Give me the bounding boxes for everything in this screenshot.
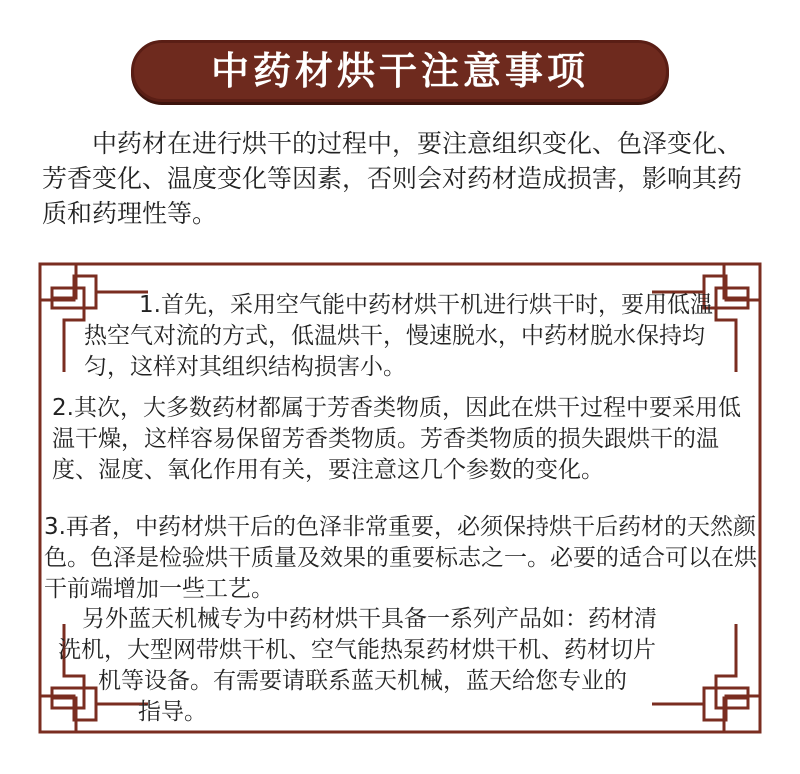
point-2: 2.其次，大多数药材都属于芳香类物质，因此在烘干过程中要采用低温干燥，这样容易保留芳香类物质。芳香类物质的损失跟烘干的温度、湿度、氧化作用有关，要注意这几个参数的变化。	[52, 395, 741, 483]
title-banner	[131, 40, 669, 102]
closing-note-line: 指导。	[138, 699, 207, 725]
closing-note-line: 洗机，大型网带烘干机、空气能热泵药材烘干机、药材切片	[58, 637, 656, 663]
closing-note-line: 另外蓝天机械专为中药材烘干具备一系列产品如：药材清	[82, 606, 657, 632]
intro-paragraph: 中药材在进行烘干的过程中，要注意组织变化、色泽变化、芳香变化、温度变化等因素，否则会对药材造成损害，影响其药质和药理性等。	[42, 129, 743, 228]
point-3: 3.再者，中药材烘干后的色泽非常重要，必须保持烘干后药材的天然颜色。色泽是检验烘干质量及效果的重要标志之一。必要的适合可以在烘干前端增加一些工艺。	[44, 514, 757, 602]
page-title: 中药材烘干注意事项	[210, 49, 589, 93]
closing-note-line: 机等设备。有需要请联系蓝天机械，蓝天给您专业的	[98, 668, 627, 694]
point-1: 1.首先，采用空气能中药材烘干机进行烘干时，要用低温热空气对流的方式，低温烘干，慢速脱水，中药材脱水保持均匀，这样对其组织结构损害小。	[84, 292, 713, 380]
closing-note	[58, 604, 758, 728]
